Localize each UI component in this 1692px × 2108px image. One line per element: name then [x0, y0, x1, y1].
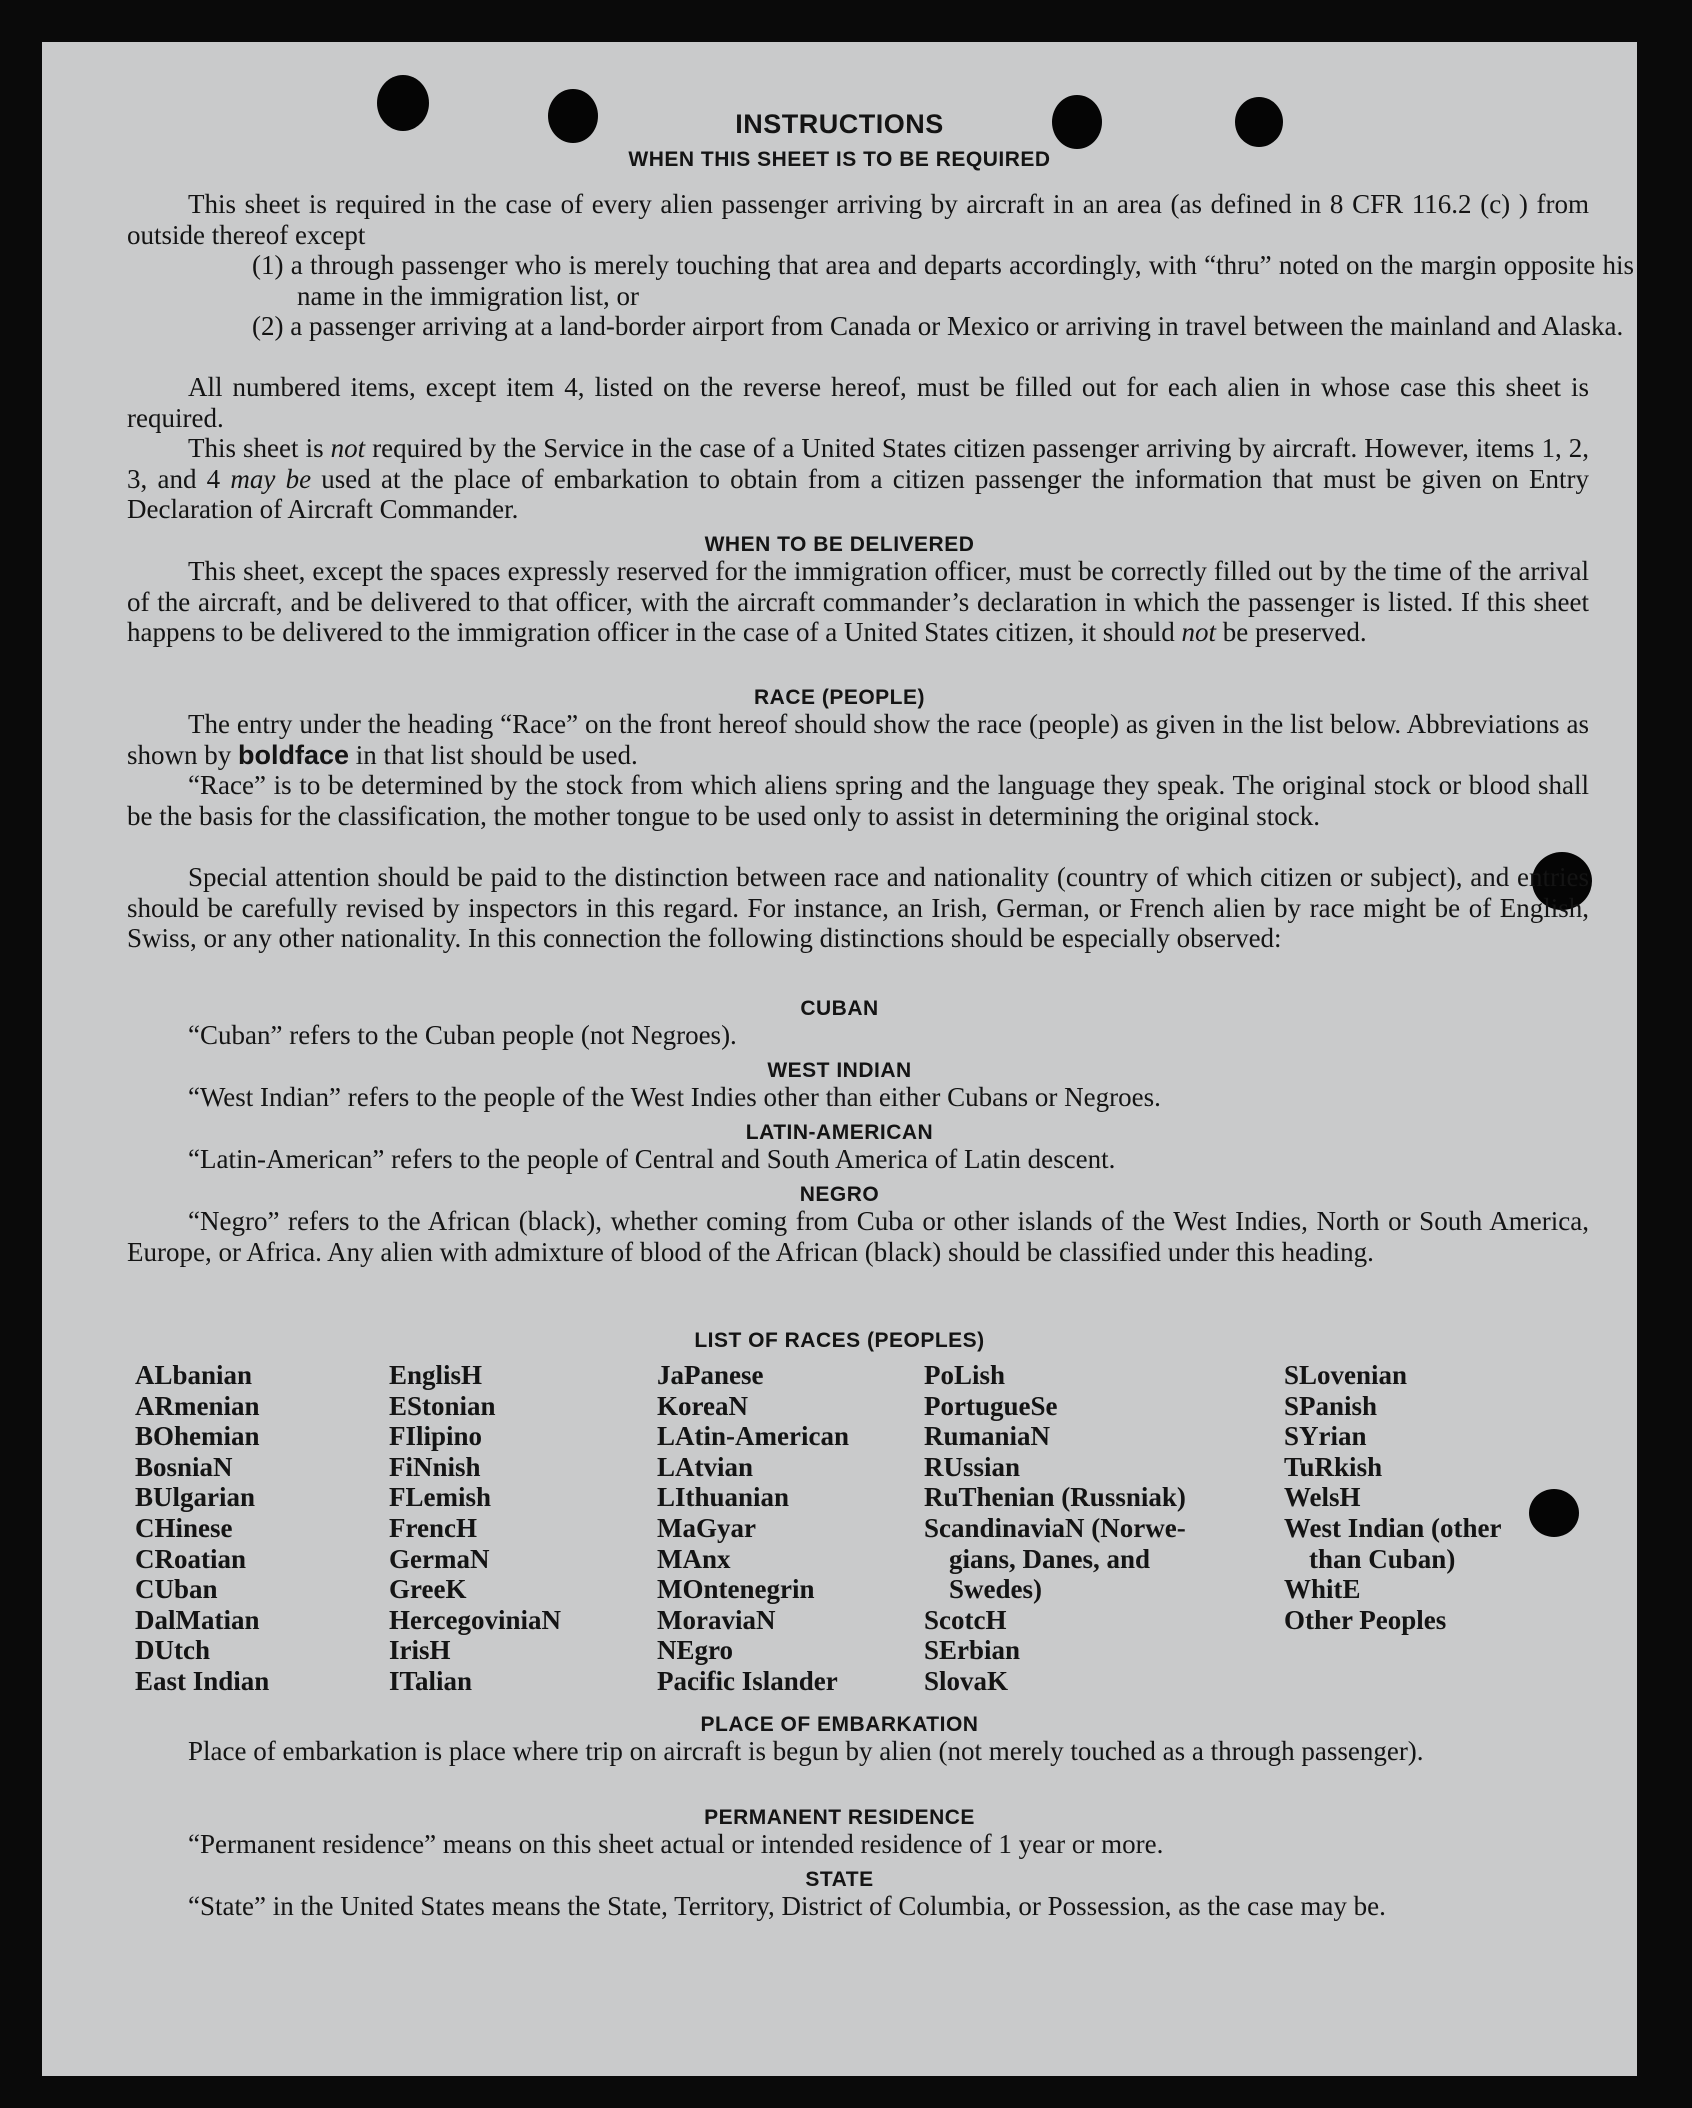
citizen-text-not: not: [330, 433, 366, 463]
race-item: EStonian: [389, 1390, 496, 1421]
race-item: FiNnish: [389, 1451, 481, 1482]
race-item: SErbian: [924, 1635, 1021, 1666]
paragraph-race-entry: [127, 709, 1589, 770]
races-column-3: [657, 1360, 849, 1697]
heading-permanent-residence: PERMANENT RESIDENCE: [704, 1806, 975, 1829]
edge-hole-lower: [1529, 1489, 1579, 1537]
paragraph-citizen: [127, 433, 1589, 525]
race-item: Swedes): [949, 1574, 1042, 1605]
race-item: MoraviaN: [657, 1604, 776, 1635]
paragraph-race-stock: “Race” is to be determined by the stock from which aliens spring and the language they speak. The original stock or blood shall be the basis for the classification, the mother tongue to be used only to assist in determining the original stock.: [127, 770, 1589, 831]
citizen-text-c: used at the place of embarkation to obtain from a citizen passenger the information that must be given on Entry Declaration of Aircraft Commander.: [127, 463, 1590, 524]
race-item: Pacific Islander: [657, 1665, 838, 1696]
paragraph-cuban: “Cuban” refers to the Cuban people (not Negroes).: [188, 1020, 737, 1050]
race-item: DalMatian: [135, 1604, 260, 1635]
races-column-4: [924, 1360, 1186, 1697]
race-entry-text-b: in that list should be used.: [355, 739, 638, 770]
races-column-5: [1284, 1360, 1502, 1635]
race-item: NEgro: [657, 1635, 734, 1666]
race-item: gians, Danes, and: [949, 1543, 1151, 1574]
heading-cuban: CUBAN: [800, 997, 879, 1020]
heading-list-of-races: LIST OF RACES (PEOPLES): [694, 1329, 985, 1352]
heading-when-delivered: WHEN TO BE DELIVERED: [704, 533, 975, 556]
race-item: FIlipino: [389, 1421, 483, 1452]
race-item: WhitE: [1284, 1574, 1361, 1605]
race-item: LAtvian: [657, 1451, 754, 1482]
race-item: MAnx: [657, 1543, 731, 1574]
heading-latin-american: LATIN-AMERICAN: [745, 1121, 934, 1144]
race-item: JaPanese: [657, 1360, 764, 1390]
paragraph-residence: “Permanent residence” means on this sheet actual or intended residence of 1 year or more.: [188, 1829, 1164, 1859]
paragraph-numbered-items: All numbered items, except item 4, listed on the reverse hereof, must be filled out for each alien in whose case this sheet is required.: [127, 372, 1589, 433]
race-item: PoLish: [924, 1360, 1006, 1390]
race-item: GreeK: [389, 1574, 467, 1605]
race-item: BOhemian: [135, 1421, 260, 1452]
race-item: SPanish: [1284, 1390, 1378, 1421]
paragraph-negro: “Negro” refers to the African (black), whether coming from Cuba or other islands of the West Indies, North or South America, Europe, or Africa. Any alien with admixture of blood of the African (black) should be classified under this heading.: [127, 1206, 1589, 1267]
paragraph-embarkation: Place of embarkation is place where trip on aircraft is begun by alien (not merely touched as a through passenger).: [188, 1736, 1424, 1766]
race-item: FrencH: [389, 1512, 477, 1543]
race-item: CUban: [135, 1574, 218, 1605]
race-item: TuRkish: [1284, 1451, 1383, 1482]
race-item: ScotcH: [924, 1604, 1007, 1635]
race-item: SLovenian: [1284, 1360, 1408, 1390]
heading-place-of-embarkation: PLACE OF EMBARKATION: [700, 1713, 979, 1736]
race-item: SYrian: [1284, 1421, 1367, 1452]
race-item: RumaniaN: [924, 1421, 1051, 1452]
paragraph-delivered: [127, 556, 1589, 648]
race-item: WelsH: [1284, 1482, 1361, 1513]
race-item: FLemish: [389, 1482, 492, 1513]
race-item: ITalian: [389, 1665, 473, 1696]
heading-west-indian: WEST INDIAN: [767, 1059, 912, 1082]
citizen-text-a: This sheet is: [188, 433, 324, 463]
exception-item-1: (1) a through passenger who is merely touching that area and departs accordingly, with “thru” noted on the margin opposite his name in the immigration list, or: [252, 250, 1634, 311]
paragraph-west-indian: “West Indian” refers to the people of the West Indies other than either Cubans or Negroes.: [188, 1082, 1161, 1112]
race-item: LAtin-American: [657, 1421, 849, 1452]
races-column-2: [389, 1360, 561, 1697]
exception-item-2: (2) a passenger arriving at a land-border airport from Canada or Mexico or arriving in travel between the mainland and Alaska.: [252, 311, 1624, 341]
race-item: CRoatian: [135, 1543, 247, 1574]
race-item: than Cuban): [1309, 1543, 1456, 1574]
delivered-text-a: This sheet, except the spaces expressly reserved for the immigration officer, must be correctly filled out by the time of the arrival of the aircraft, and be delivered to that officer, with the aircraft commander’s declaration in which the passenger is listed. If this sheet happens to be delivered to the immigration officer in the case of a United States citizen, it should: [127, 556, 1589, 647]
instruction-sheet: [42, 42, 1637, 2076]
race-item: Other Peoples: [1284, 1604, 1447, 1635]
paragraph-state: “State” in the United States means the State, Territory, District of Columbia, or Possession, as the case may be.: [188, 1891, 1386, 1921]
race-item: RuThenian (Russniak): [924, 1482, 1186, 1513]
citizen-text-maybe: may be: [230, 463, 312, 494]
citizen-text-b: required by the Service in the case of a United States citizen passenger arriving by aircraft. However, items 1, 2, 3, and 4: [127, 433, 1589, 494]
race-item: MOntenegrin: [657, 1574, 815, 1605]
race-item: KoreaN: [657, 1390, 748, 1421]
paragraph-race-nationality: Special attention should be paid to the distinction between race and nationality (country of which citizen or subject), and entries should be carefully revised by inspectors in this regard. For instance, an Irish, German, or French alien by race might be of English, Swiss, or any other nationality. In this connection the following distinctions should be especially observed:: [127, 862, 1589, 953]
heading-negro: NEGRO: [799, 1183, 880, 1206]
race-item: GermaN: [389, 1543, 490, 1574]
race-item: East Indian: [135, 1665, 270, 1696]
race-item: West Indian (other: [1284, 1512, 1502, 1543]
race-item: SlovaK: [924, 1665, 1009, 1696]
race-item: CHinese: [135, 1512, 233, 1543]
race-item: ScandinaviaN (Norwe-: [924, 1512, 1186, 1543]
delivered-text-not: not: [1181, 617, 1216, 647]
race-item: EnglisH: [389, 1360, 483, 1390]
delivered-text-b: be preserved.: [1222, 617, 1367, 647]
race-item: MaGyar: [657, 1512, 756, 1543]
heading-race: RACE (PEOPLE): [753, 686, 925, 709]
race-item: IrisH: [389, 1635, 451, 1666]
race-item: DUtch: [135, 1635, 210, 1666]
race-entry-text-a: The entry under the heading “Race” on the front hereof should show the race (people) as given in the list below. Abbreviations as shown by: [127, 709, 1589, 770]
heading-state: STATE: [805, 1868, 874, 1891]
races-column-1: [135, 1360, 269, 1697]
heading-when-required: WHEN THIS SHEET IS TO BE REQUIRED: [628, 148, 1051, 171]
race-item: ARmenian: [135, 1390, 260, 1421]
race-item: BosniaN: [135, 1451, 233, 1482]
race-entry-boldface: boldface: [238, 739, 350, 770]
race-item: RUssian: [924, 1451, 1021, 1482]
paragraph-required: This sheet is required in the case of every alien passenger arriving by aircraft in an area (as defined in 8 CFR 116.2 (c) ) from outside thereof except: [127, 189, 1589, 250]
race-item: BUlgarian: [135, 1482, 256, 1513]
paragraph-latin-american: “Latin-American” refers to the people of Central and South America of Latin descent.: [188, 1144, 1116, 1174]
page-title: INSTRUCTIONS: [735, 109, 944, 139]
race-item: LIthuanian: [657, 1482, 790, 1513]
race-item: ALbanian: [135, 1360, 253, 1390]
race-item: PortugueSe: [924, 1390, 1058, 1421]
race-item: HercegoviniaN: [389, 1604, 561, 1635]
